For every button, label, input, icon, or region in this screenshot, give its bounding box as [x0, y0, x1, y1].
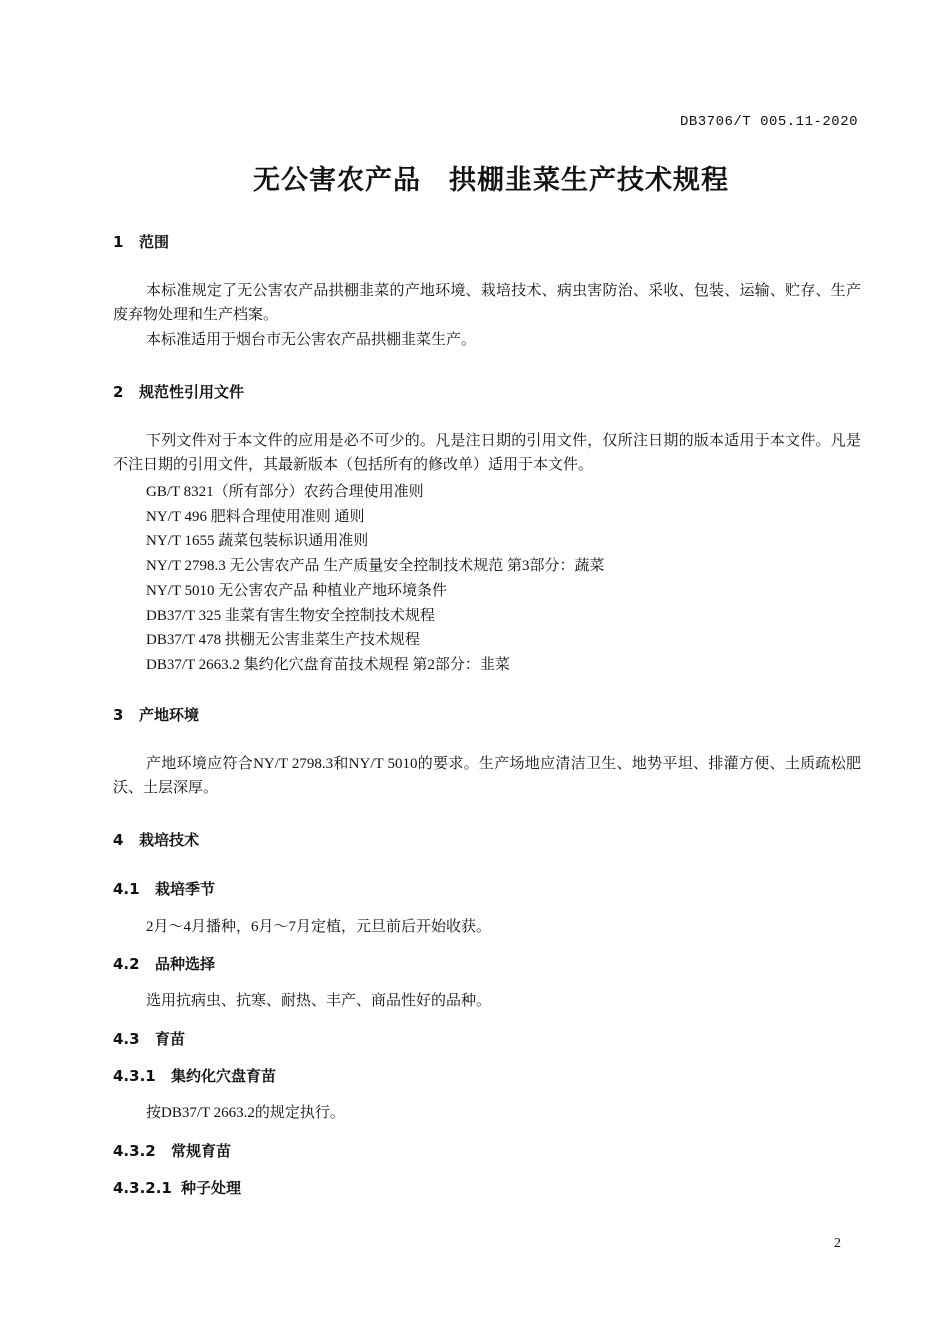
- subsection-4-3-2-heading: [113, 1140, 231, 1161]
- section-number: 2: [113, 383, 124, 401]
- section-title: 栽培季节: [155, 880, 216, 898]
- reference-item: NY/T 2798.3 无公害农产品 生产质量安全控制技术规范 第3部分：蔬菜: [146, 558, 605, 574]
- subsection-4-1-text: 2月～4月播种，6月～7月定植，元旦前后开始收获。: [146, 919, 492, 935]
- subsection-4-1-heading: [113, 878, 215, 899]
- reference-item: DB37/T 478 拱棚无公害韭菜生产技术规程: [146, 632, 420, 648]
- section-3-paragraph: 产地环境应符合NY/T 2798.3和NY/T 5010的要求。生产场地应清洁卫生、地势平坦、排灌方便、土质疏松肥沃、土层深厚。: [113, 756, 861, 796]
- subsection-4-3-1-text: 按DB37/T 2663.2的规定执行。: [146, 1105, 345, 1121]
- subsection-4-3-2-1-heading: [113, 1177, 241, 1198]
- reference-item: DB37/T 325 韭菜有害生物安全控制技术规程: [146, 608, 435, 624]
- section-title: 规范性引用文件: [139, 383, 245, 401]
- section-number: 1: [113, 233, 124, 251]
- section-title: 品种选择: [155, 955, 216, 973]
- document-code: DB3706/T 005.11-2020: [679, 114, 858, 130]
- reference-item: DB37/T 2663.2 集约化穴盘育苗技术规程 第2部分：韭菜: [146, 657, 510, 673]
- section-number: 4: [113, 831, 124, 849]
- section-number: 4.3.1: [113, 1067, 156, 1085]
- section-2-intro: 下列文件对于本文件的应用是必不可少的。凡是注日期的引用文件，仅所注日期的版本适用于本文件。凡是不注日期的引用文件，其最新版本（包括所有的修改单）适用于本文件。: [113, 433, 861, 473]
- section-title: 产地环境: [139, 706, 200, 724]
- reference-item: NY/T 5010 无公害农产品 种植业产地环境条件: [146, 583, 447, 599]
- section-4-heading: [113, 829, 199, 850]
- section-number: 4.1: [113, 880, 140, 898]
- page-number: 2: [834, 1236, 841, 1251]
- title-part-1: 无公害农产品: [253, 165, 421, 196]
- title-part-2: 拱棚韭菜生产技术规程: [449, 165, 729, 196]
- section-number: 4.3: [113, 1030, 140, 1048]
- section-1-paragraph-2: 本标准适用于烟台市无公害农产品拱棚韭菜生产。: [146, 332, 477, 348]
- section-title: 常规育苗: [171, 1142, 232, 1160]
- section-3-heading: [113, 704, 199, 725]
- section-1-heading: [113, 231, 169, 252]
- subsection-4-2-heading: [113, 953, 215, 974]
- section-title: 集约化穴盘育苗: [171, 1067, 277, 1085]
- section-number: 3: [113, 706, 124, 724]
- section-number: 4.3.2.1: [113, 1179, 172, 1197]
- section-number: 4.2: [113, 955, 140, 973]
- reference-item: NY/T 496 肥料合理使用准则 通则: [146, 509, 365, 525]
- section-number: 4.3.2: [113, 1142, 156, 1160]
- section-title: 育苗: [155, 1030, 186, 1048]
- section-title: 栽培技术: [139, 831, 200, 849]
- section-2-heading: [113, 381, 244, 402]
- section-title: 范围: [139, 233, 170, 251]
- subsection-4-2-text: 选用抗病虫、抗寒、耐热、丰产、商品性好的品种。: [146, 993, 492, 1009]
- subsection-4-3-1-heading: [113, 1065, 276, 1086]
- subsection-4-3-heading: [113, 1028, 185, 1049]
- page-title: [0, 158, 950, 197]
- section-1-paragraph-1: 本标准规定了无公害农产品拱棚韭菜的产地环境、栽培技术、病虫害防治、采收、包装、运输、贮存、生产废弃物处理和生产档案。: [113, 283, 861, 323]
- reference-item: GB/T 8321（所有部分）农药合理使用准则: [146, 484, 424, 500]
- reference-item: NY/T 1655 蔬菜包装标识通用准则: [146, 533, 369, 549]
- section-title: 种子处理: [181, 1179, 242, 1197]
